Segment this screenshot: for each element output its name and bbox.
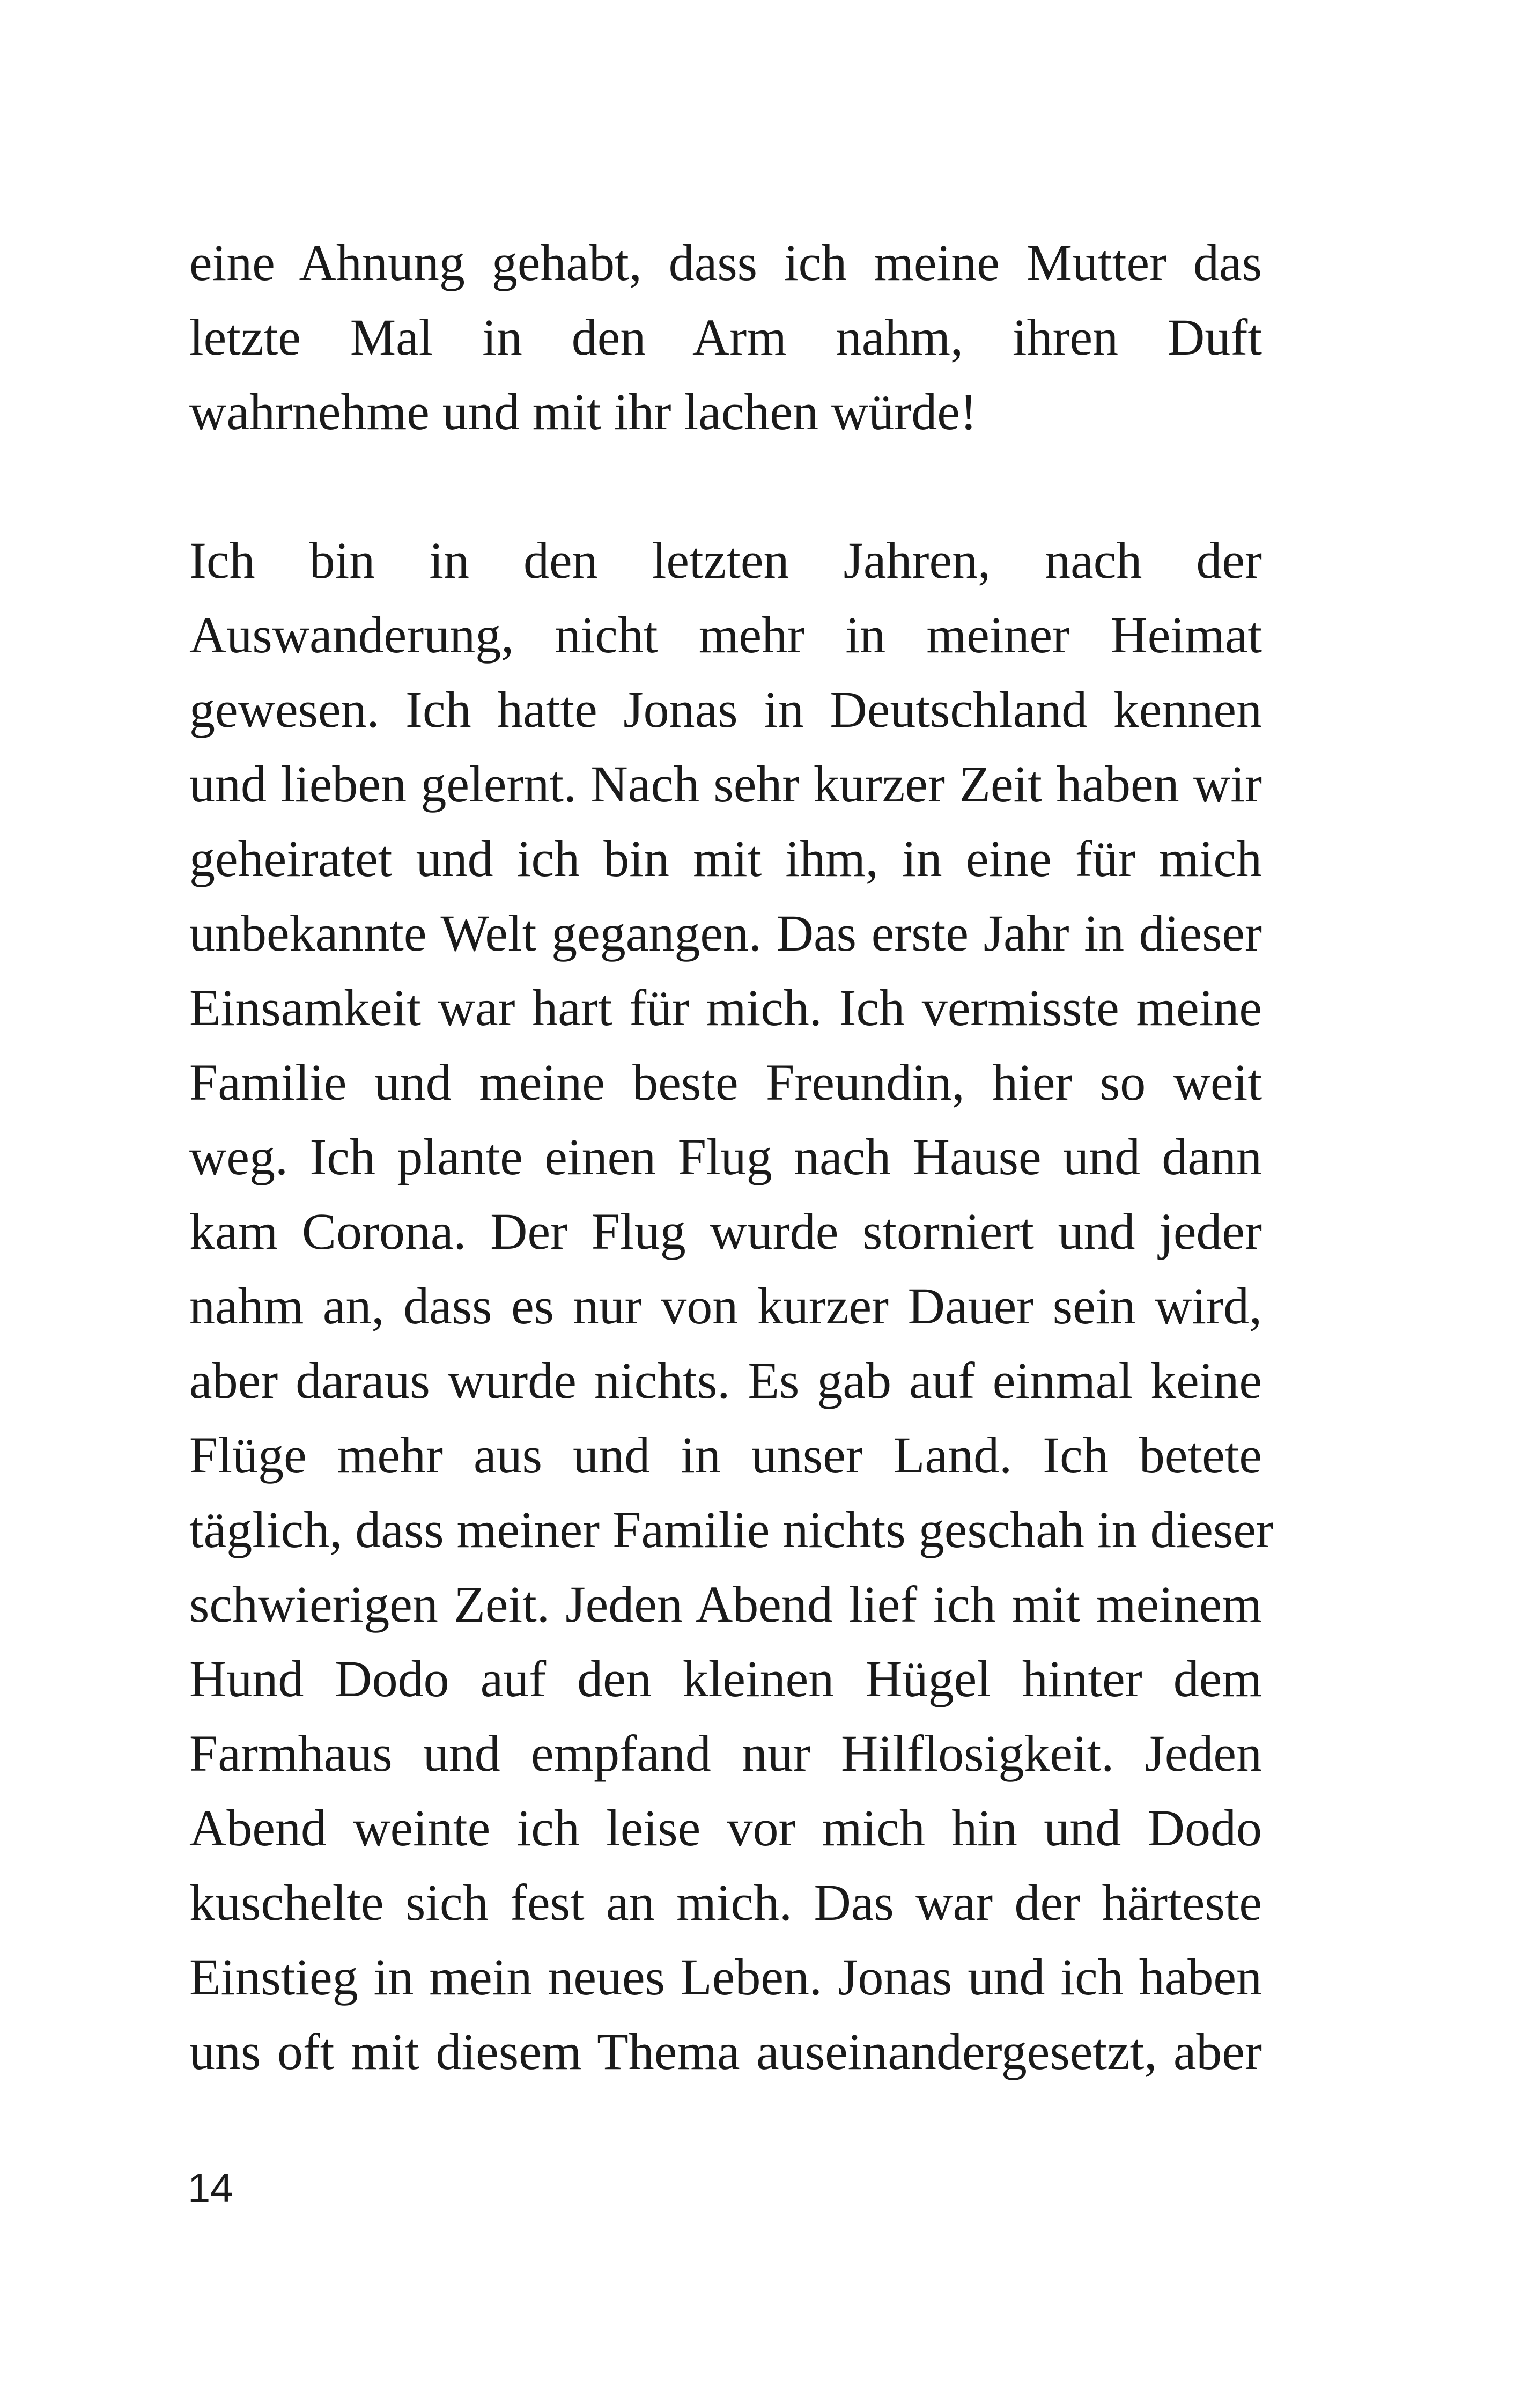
text-line: schwierigen Zeit. Jeden Abend lief ich mit meinem bbox=[189, 1575, 1262, 1633]
text-line: geheiratet und ich bin mit ihm, in eine für mich bbox=[189, 830, 1262, 887]
text-line: Einstieg in mein neues Leben. Jonas und ich haben bbox=[189, 1948, 1262, 2006]
text-line: letzte Mal in den Arm nahm, ihren Duft bbox=[189, 308, 1262, 366]
text-line: nahm an, dass es nur von kurzer Dauer sein wird, bbox=[189, 1277, 1262, 1335]
text-line: Einsamkeit war hart für mich. Ich vermisste meine bbox=[189, 979, 1262, 1036]
text-line: Flüge mehr aus und in unser Land. Ich betete bbox=[189, 1426, 1262, 1484]
paragraph-2 bbox=[189, 523, 1273, 2089]
text-line: Hund Dodo auf den kleinen Hügel hinter dem bbox=[189, 1650, 1262, 1707]
text-line: kam Corona. Der Flug wurde storniert und jeder bbox=[189, 1203, 1262, 1260]
text-line: eine Ahnung gehabt, dass ich meine Mutter das bbox=[189, 234, 1262, 291]
text-line: Farmhaus und empfand nur Hilflosigkeit. Jeden bbox=[189, 1725, 1262, 1782]
text-line: Abend weinte ich leise vor mich hin und Dodo bbox=[189, 1799, 1262, 1857]
text-line: uns oft mit diesem Thema auseinandergesetzt, aber bbox=[189, 2023, 1262, 2080]
page-number: 14 bbox=[188, 2166, 233, 2211]
text-line: weg. Ich plante einen Flug nach Hause und dann bbox=[189, 1128, 1262, 1185]
paragraph-1 bbox=[189, 225, 1262, 449]
text-line: wahrnehme und mit ihr lachen würde! bbox=[189, 383, 977, 440]
text-line: kuschelte sich fest an mich. Das war der härteste bbox=[189, 1874, 1262, 1931]
text-line: gewesen. Ich hatte Jonas in Deutschland kennen bbox=[189, 681, 1262, 738]
text-line: aber daraus wurde nichts. Es gab auf einmal keine bbox=[189, 1352, 1262, 1409]
text-line: Ich bin in den letzten Jahren, nach der bbox=[189, 532, 1262, 589]
text-line: und lieben gelernt. Nach sehr kurzer Zeit haben wir bbox=[189, 755, 1262, 813]
text-line: Auswanderung, nicht mehr in meiner Heimat bbox=[189, 606, 1262, 664]
text-line: Familie und meine beste Freundin, hier so weit bbox=[189, 1054, 1262, 1111]
text-line: unbekannte Welt gegangen. Das erste Jahr in dieser bbox=[189, 904, 1262, 962]
text-line: täglich, dass meiner Familie nichts geschah in dieser bbox=[189, 1501, 1273, 1558]
